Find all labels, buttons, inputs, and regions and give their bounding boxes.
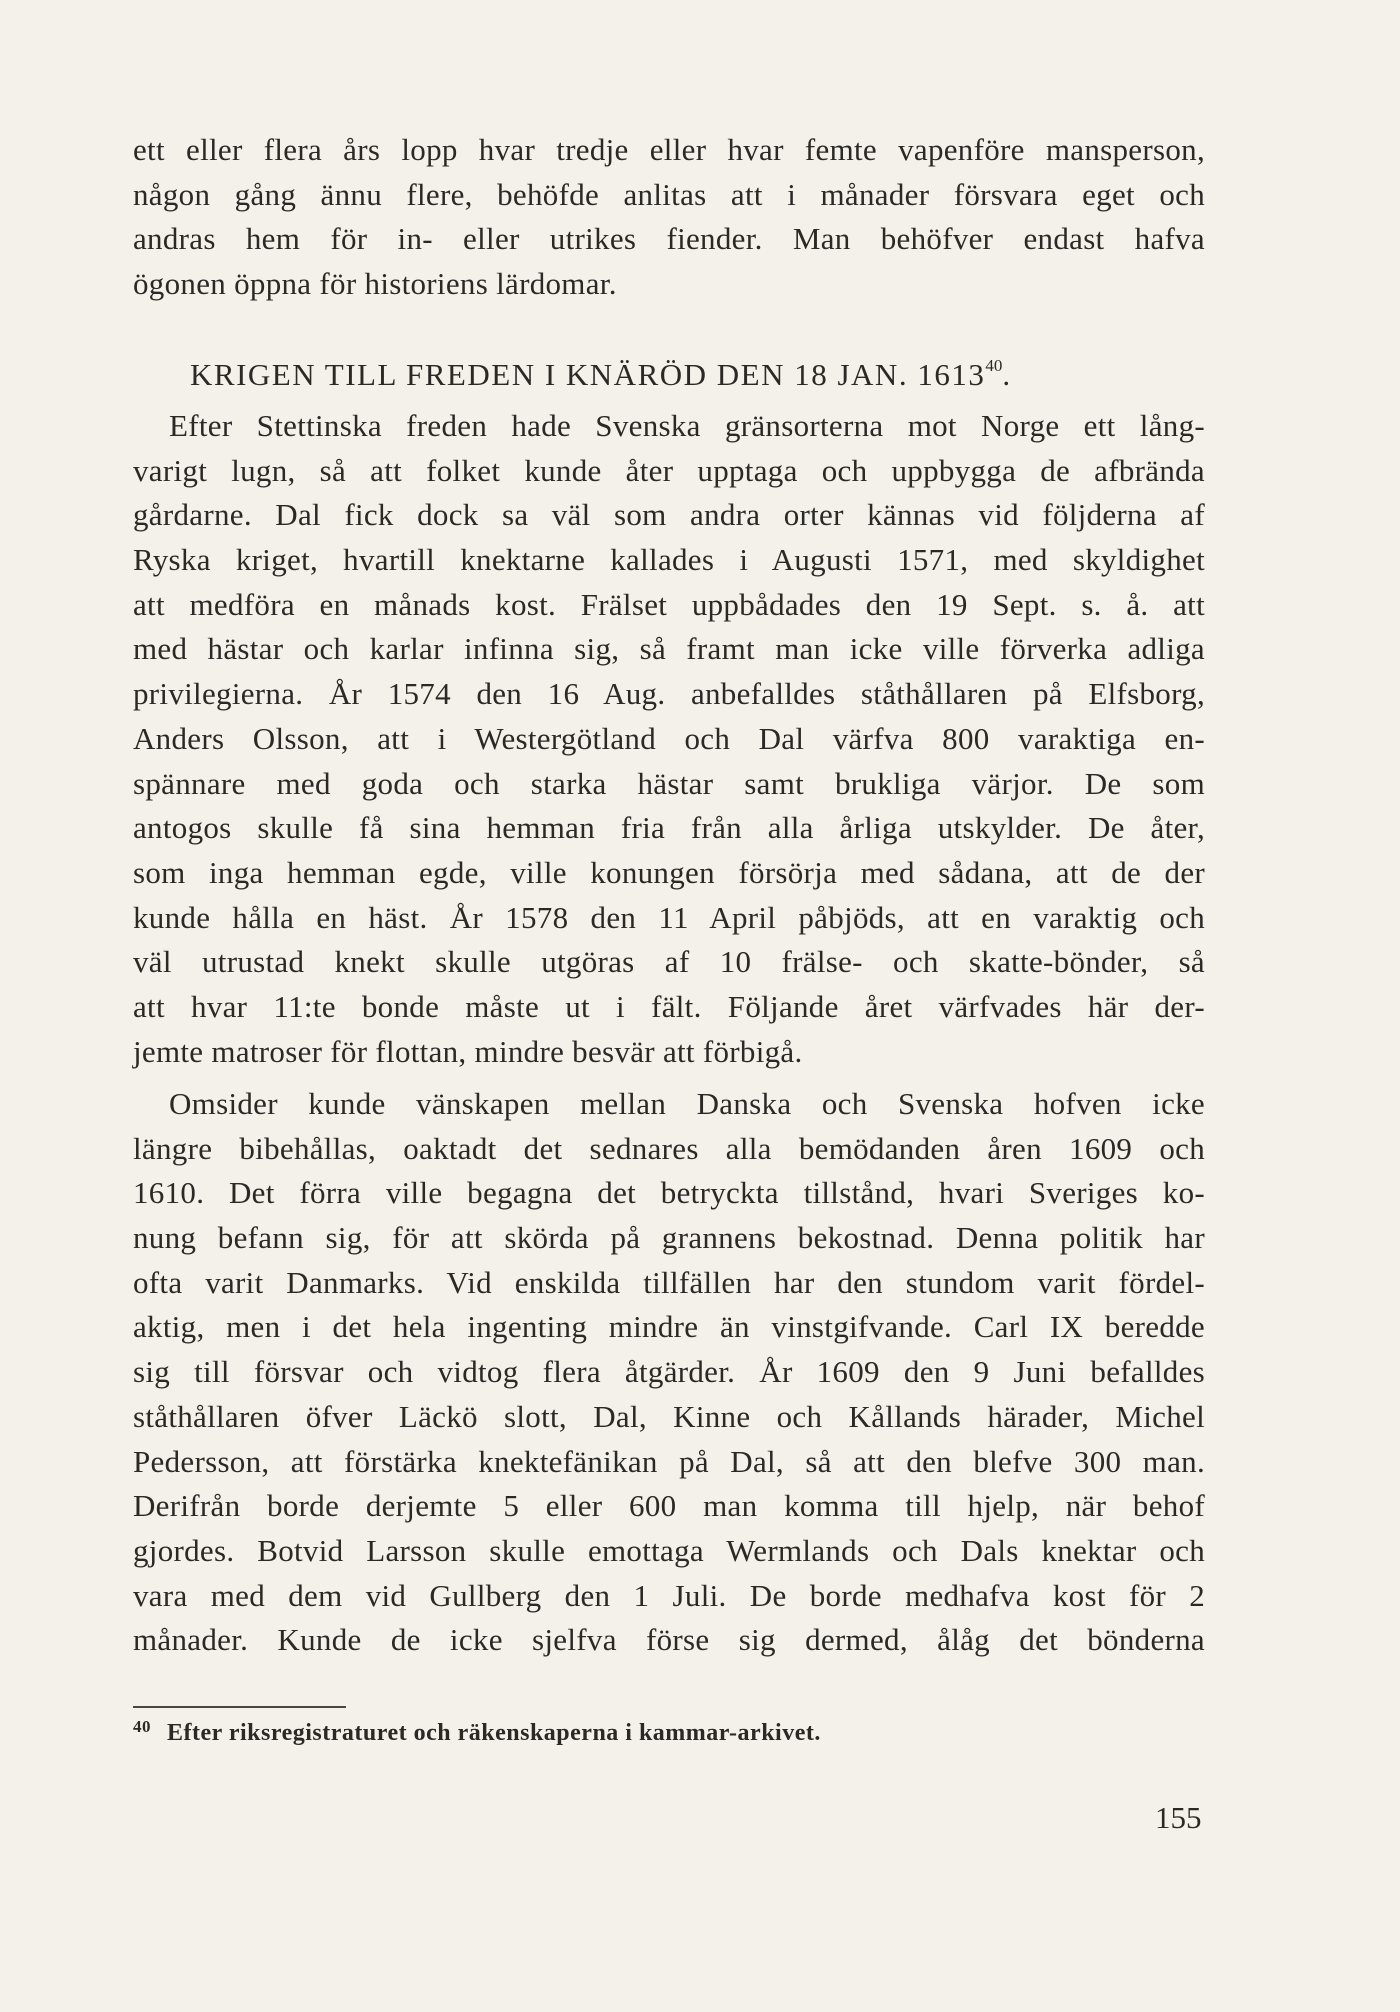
paragraph-1 bbox=[133, 404, 1205, 1074]
text-line: någon gång ännu flere, behöfde anlitas att i månader försvara eget och bbox=[133, 176, 1205, 212]
text-line: gårdarne. Dal fick dock sa väl som andra orter kännas vid följderna af bbox=[133, 497, 1205, 533]
text-line: Pedersson, att förstärka knektefänikan på Dal, så att den blefve 300 man. bbox=[133, 1443, 1205, 1479]
text-line: ståthållaren öfver Läckö slott, Dal, Kinne och Kållands härader, Michel bbox=[133, 1398, 1205, 1434]
text-line: ögonen öppna för historiens lärdomar. bbox=[133, 266, 617, 302]
footnote-divider bbox=[133, 1706, 346, 1708]
footnote bbox=[133, 1717, 821, 1747]
text-line: som inga hemman egde, ville konungen försörja med sådana, att de der bbox=[133, 854, 1205, 890]
text-line: ett eller flera års lopp hvar tredje eller hvar femte vapenföre mansperson, bbox=[133, 132, 1205, 167]
text-line: 1610. Det förra ville begagna det betryckta tillstånd, hvari Sveriges ko- bbox=[133, 1175, 1205, 1211]
text-line: Derifrån borde derjemte 5 eller 600 man komma till hjelp, när behof bbox=[133, 1488, 1205, 1524]
opening-text bbox=[133, 128, 1205, 307]
text-line: väl utrustad knekt skulle utgöras af 10 frälse- och skatte-bönder, så bbox=[133, 944, 1205, 980]
text-line: jemte matroser för flottan, mindre besvär att förbigå. bbox=[133, 1033, 803, 1069]
section-heading bbox=[190, 356, 1012, 393]
text-line: kunde hålla en häst. År 1578 den 11 April påbjöds, att en varaktig och bbox=[133, 899, 1205, 935]
text-line: antogos skulle få sina hemman fria från alla årliga utskylder. De åter, bbox=[133, 810, 1205, 846]
text-line: att hvar 11:te bonde måste ut i fält. Följande året värfvades här der- bbox=[133, 988, 1205, 1024]
footnote-text: Efter riksregistraturet och räkenskaperna i kammar-arkivet. bbox=[167, 1720, 821, 1746]
text-line: privilegierna. År 1574 den 16 Aug. anbefalldes ståthållaren på Elfsborg, bbox=[133, 676, 1205, 712]
section-heading-text: KRIGEN TILL FREDEN I KNÄRÖD DEN 18 JAN. 1613 bbox=[190, 357, 986, 392]
heading-suffix: . bbox=[1002, 357, 1012, 392]
text-line: aktig, men i det hela ingenting mindre än vinstgifvande. Carl IX beredde bbox=[133, 1309, 1205, 1345]
text-line: Efter Stettinska freden hade Svenska gränsorterna mot Norge ett lång- bbox=[169, 408, 1205, 443]
text-line: att medföra en månads kost. Frälset uppbådades den 19 Sept. s. å. att bbox=[133, 586, 1205, 622]
text-line: månader. Kunde de icke sjelfva förse sig dermed, ålåg det bönderna bbox=[133, 1622, 1205, 1658]
text-line: Anders Olsson, att i Westergötland och Dal värfva 800 varaktiga en- bbox=[133, 720, 1205, 756]
paragraph-2 bbox=[133, 1082, 1205, 1663]
page-number: 155 bbox=[1155, 1800, 1202, 1835]
text-line: sig till försvar och vidtog flera åtgärder. År 1609 den 9 Juni befalldes bbox=[133, 1354, 1205, 1390]
text-line: Ryska kriget, hvartill knektarne kallades i Augusti 1571, med skyldighet bbox=[133, 542, 1205, 578]
text-line: nung befann sig, för att skörda på grannens bekostnad. Denna politik har bbox=[133, 1220, 1205, 1256]
text-line: Omsider kunde vänskapen mellan Danska och Svenska hofven icke bbox=[169, 1086, 1205, 1121]
text-line: andras hem för in- eller utrikes fiender. Man behöfver endast hafva bbox=[133, 221, 1205, 257]
text-line: längre bibehållas, oaktadt det sednares alla bemödanden åren 1609 och bbox=[133, 1130, 1205, 1166]
heading-note-ref: 40 bbox=[985, 356, 1003, 375]
text-line: varigt lugn, så att folket kunde åter upptaga och uppbygga de afbrända bbox=[133, 452, 1205, 488]
footnote-number: 40 bbox=[133, 1717, 151, 1736]
text-line: ofta varit Danmarks. Vid enskilda tillfällen har den stundom varit fördel- bbox=[133, 1264, 1205, 1300]
text-line: gjordes. Botvid Larsson skulle emottaga Wermlands och Dals knektar och bbox=[133, 1532, 1205, 1568]
text-line: vara med dem vid Gullberg den 1 Juli. De borde medhafva kost för 2 bbox=[133, 1577, 1205, 1613]
text-line: med hästar och karlar infinna sig, så framt man icke ville förverka adliga bbox=[133, 631, 1205, 667]
text-line: spännare med goda och starka hästar samt brukliga värjor. De som bbox=[133, 765, 1205, 801]
